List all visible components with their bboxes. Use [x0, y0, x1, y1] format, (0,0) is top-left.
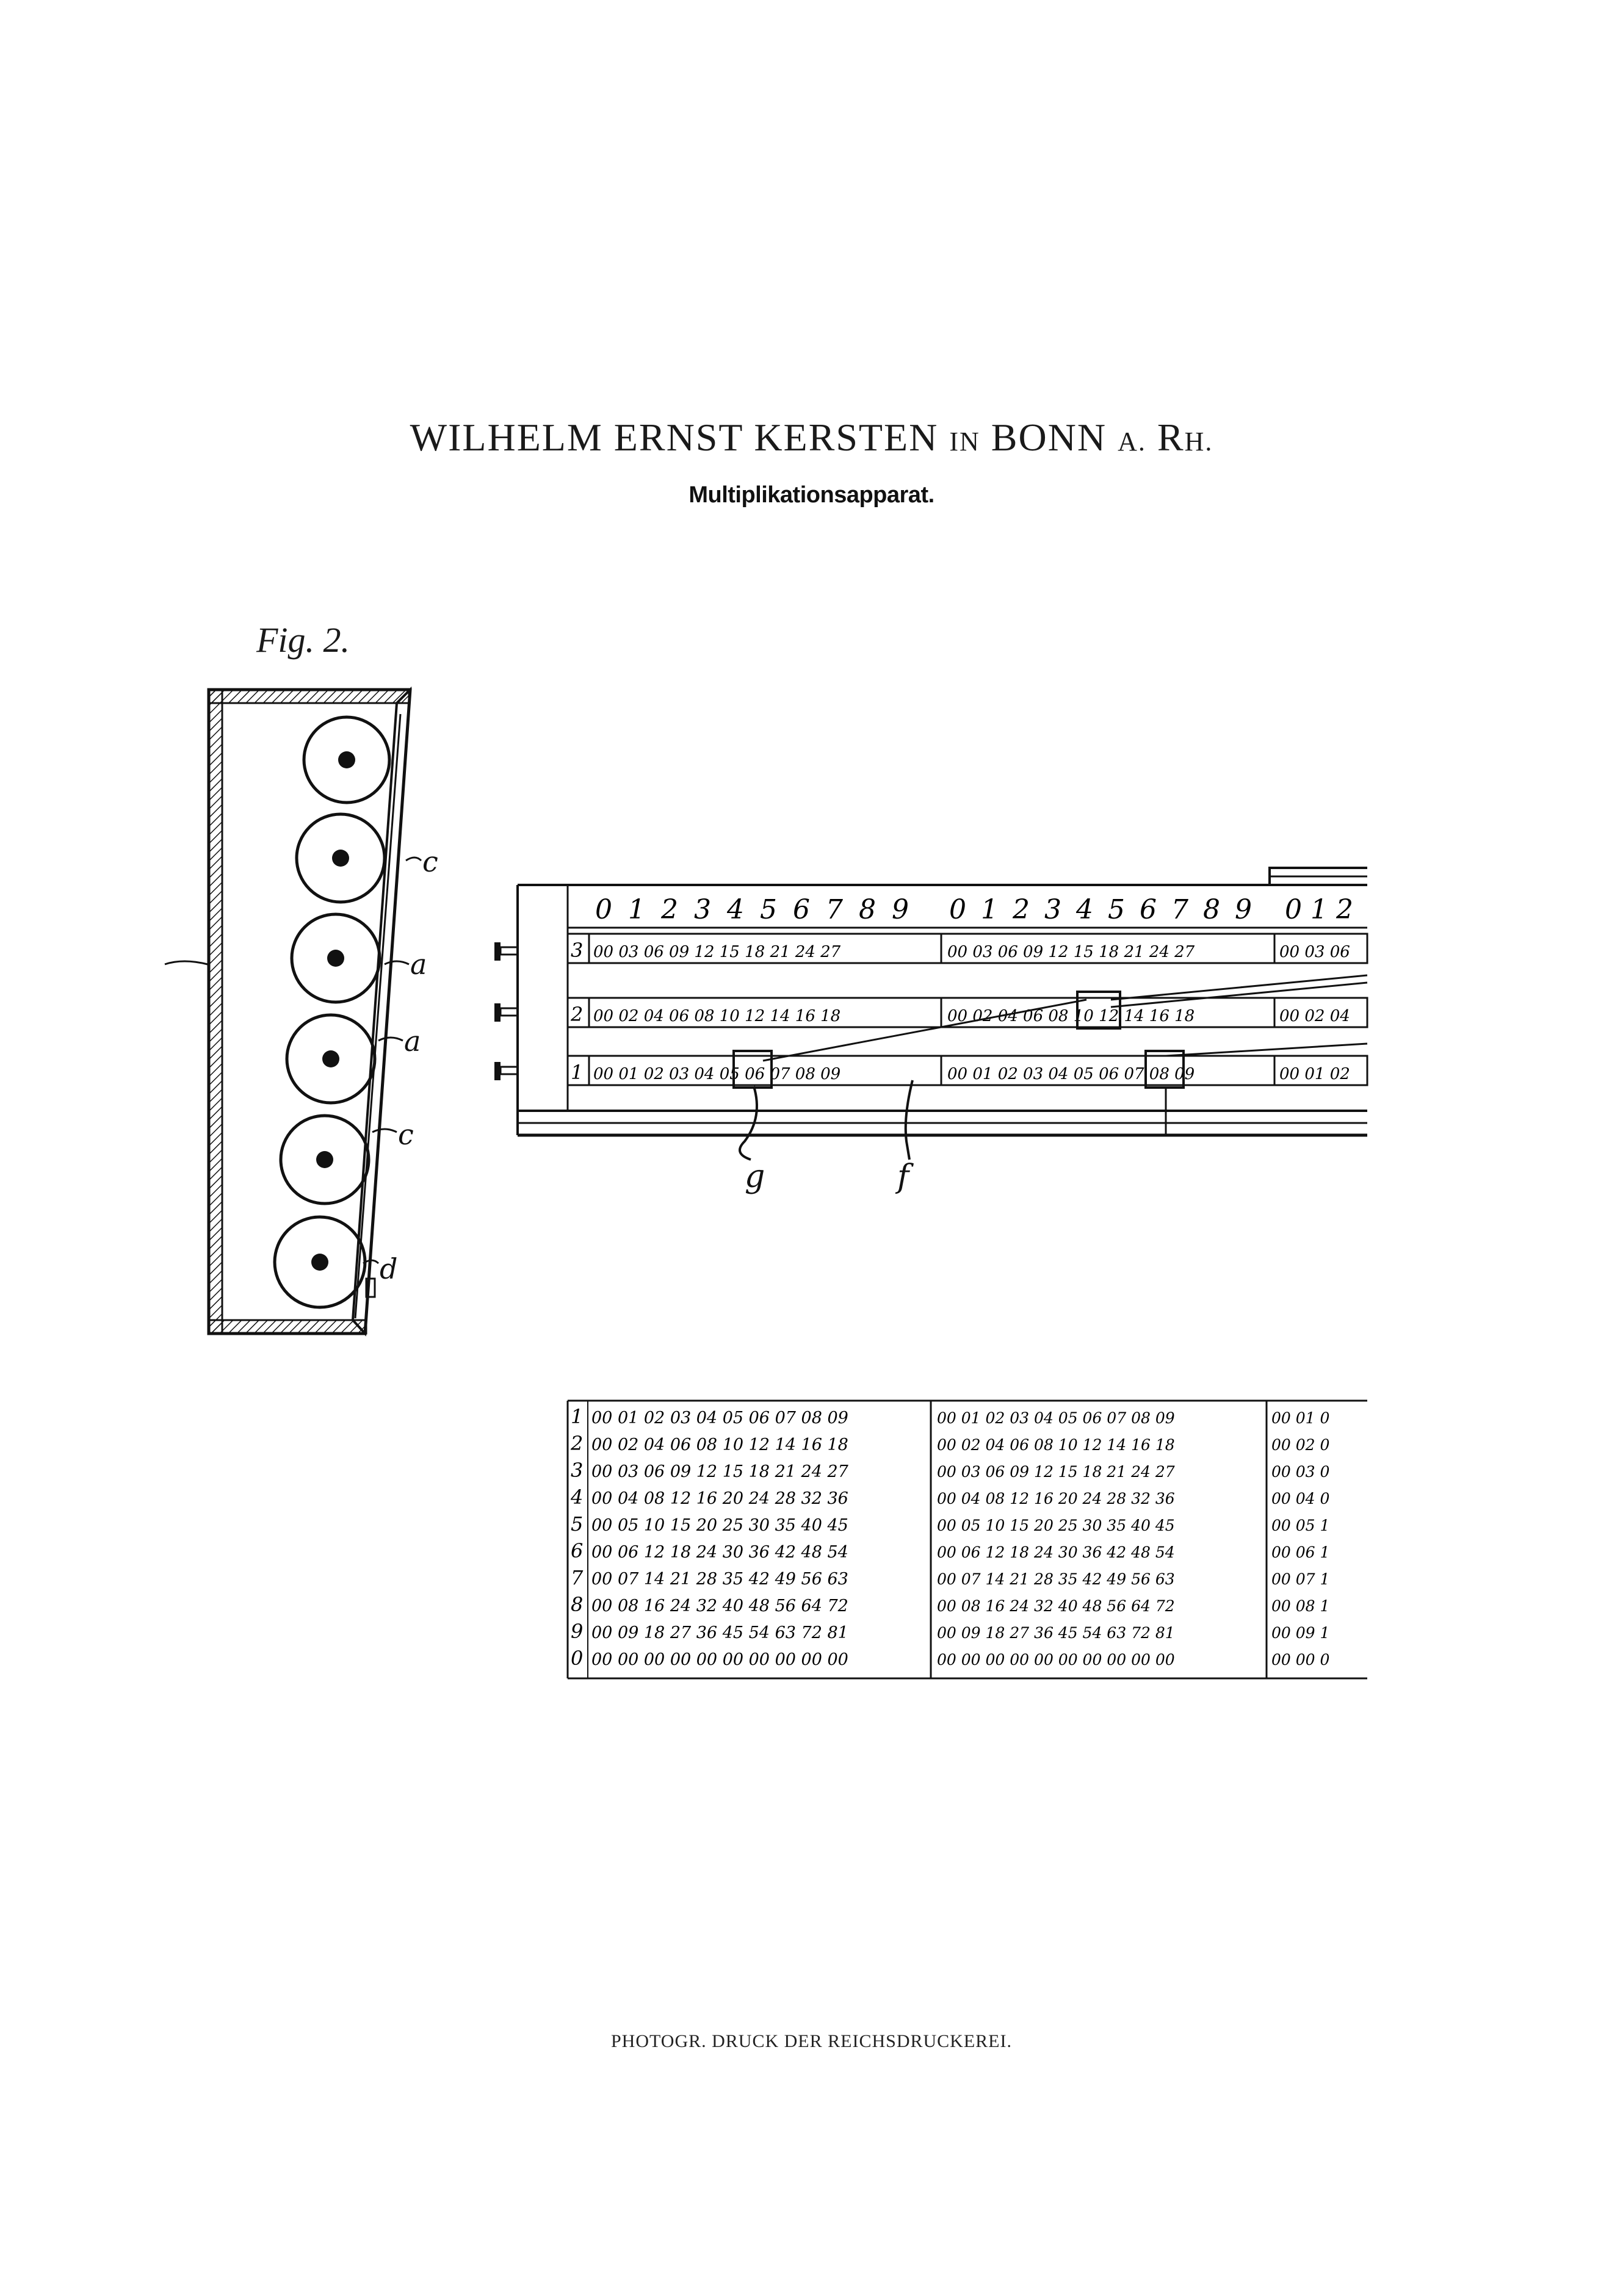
- header-digit: 3: [1044, 894, 1061, 925]
- table-cell-seg3: 00 05 1: [1271, 1517, 1330, 1534]
- mech-row-2-seg3: 00 02 04: [1279, 1007, 1350, 1025]
- label-a-upper: a: [410, 948, 427, 981]
- roller-5: [281, 1116, 369, 1204]
- pin-row1: [494, 1062, 518, 1080]
- mech-row-1-seg2: 00 01 02 03 04 05 06 07 08 09: [947, 1065, 1195, 1083]
- bottom-wall: [209, 1320, 366, 1334]
- label-a-lower: a: [404, 1025, 421, 1058]
- table-cell-seg2: 00 04 08 12 16 20 24 28 32 36: [937, 1490, 1175, 1507]
- roller-4: [287, 1015, 375, 1103]
- printer-credit: PHOTOGR. DRUCK DER REICHSDRUCKEREI.: [610, 2031, 1012, 2051]
- mech-row-1-seg3: 00 01 02: [1279, 1065, 1350, 1083]
- table-cell-index: 7: [571, 1566, 584, 1589]
- table-cell-index: 6: [571, 1539, 584, 1562]
- header-digit: 5: [1108, 894, 1125, 925]
- table-cell-seg3: 00 04 0: [1271, 1490, 1330, 1507]
- region-rest: H.: [1184, 427, 1213, 457]
- table-cell-index: 3: [571, 1459, 584, 1482]
- header-digit: 2: [1013, 894, 1030, 925]
- table-rows: [570, 1405, 1330, 1670]
- pin-row3: [494, 942, 518, 961]
- mech-row-3-seg2: 00 03 06 09 12 15 18 21 24 27: [947, 943, 1195, 961]
- table-cell-index: 0: [571, 1647, 584, 1670]
- label-c-bottom: c: [398, 1118, 414, 1151]
- header-digit: 4: [1076, 894, 1093, 925]
- table-cell-index: 2: [571, 1432, 584, 1455]
- table-cell-seg1: 00 05 10 15 20 25 30 35 40 45: [591, 1516, 848, 1535]
- table-cell-index: 9: [571, 1620, 584, 1643]
- top-wall: [209, 690, 409, 703]
- mech-row-2-seg1: 00 02 04 06 08 10 12 14 16 18: [593, 1007, 841, 1025]
- header-digit: 9: [892, 894, 909, 925]
- table-cell-seg3: 00 08 1: [1271, 1597, 1330, 1615]
- table-row: [571, 1620, 1329, 1643]
- table-row: [571, 1539, 1329, 1562]
- header-digit: 6: [793, 894, 810, 925]
- header-digit: 6: [1140, 894, 1157, 925]
- table-cell-index: 8: [571, 1593, 584, 1616]
- cross-section-drawing: [159, 677, 452, 1355]
- table-cell-seg1: 00 04 08 12 16 20 24 28 32 36: [591, 1489, 848, 1508]
- table-cell-seg2: 00 08 16 24 32 40 48 56 64 72: [937, 1597, 1175, 1615]
- left-wall: [209, 690, 222, 1334]
- table-cell-seg2: 00 09 18 27 36 45 54 63 72 81: [937, 1624, 1175, 1642]
- header-digit: 0: [1285, 894, 1302, 925]
- header-digit: 0: [949, 894, 966, 925]
- header-digit: 8: [859, 894, 876, 925]
- table-cell-seg3: 00 09 1: [1271, 1624, 1330, 1642]
- region-initial: R: [1157, 416, 1185, 459]
- table-cell-seg2: 00 05 10 15 20 25 30 35 40 45: [937, 1517, 1175, 1534]
- table-cell-seg3: 00 02 0: [1271, 1436, 1330, 1454]
- header-digit: 7: [1171, 894, 1188, 925]
- table-row: [570, 1486, 1330, 1509]
- roller-3: [292, 914, 380, 1002]
- header-digit: 5: [760, 894, 777, 925]
- patent-title: [0, 415, 1623, 460]
- mech-row-1: [568, 1051, 1367, 1088]
- table-cell-index: 5: [571, 1512, 584, 1536]
- table-cell-index: 1: [571, 1405, 584, 1428]
- table-cell-seg1: 00 09 18 27 36 45 54 63 72 81: [591, 1623, 848, 1642]
- city-name: BONN: [991, 416, 1107, 459]
- table-cell-seg3: 00 01 0: [1271, 1409, 1330, 1427]
- patent-subtitle: Multiplikationsapparat.: [689, 482, 934, 508]
- label-d: d: [380, 1252, 398, 1285]
- label-c-top: c: [422, 845, 438, 878]
- mech-row-3-index: 3: [571, 939, 584, 962]
- figure-label: Fig. 2.: [256, 620, 350, 660]
- table-cell-seg2: 00 07 14 21 28 35 42 49 56 63: [937, 1570, 1175, 1588]
- table-cell-seg3: 00 07 1: [1271, 1570, 1330, 1588]
- table-cell-seg2: 00 01 02 03 04 05 06 07 08 09: [937, 1409, 1175, 1427]
- header-digit: 3: [694, 894, 711, 925]
- table-cell-seg1: 00 03 06 09 12 15 18 21 24 27: [591, 1462, 848, 1481]
- mech-row-1-index: 1: [571, 1061, 584, 1084]
- inventor-name: WILHELM ERNST KERSTEN: [410, 416, 939, 459]
- pointer-label-g: g: [745, 1158, 765, 1195]
- word-a: A.: [1118, 427, 1146, 457]
- table-cell-seg3: 00 06 1: [1271, 1543, 1330, 1561]
- mechanism-drawing: [476, 854, 1373, 1196]
- table-cell-seg3: 00 00 0: [1271, 1651, 1330, 1669]
- header-digit: 2: [1336, 894, 1353, 925]
- header-digit: 7: [826, 894, 843, 925]
- table-cell-index: 4: [571, 1486, 584, 1509]
- header-digit-row: [595, 894, 1353, 925]
- table-row: [571, 1647, 1330, 1670]
- table-cell-seg2: 00 00 00 00 00 00 00 00 00 00: [937, 1651, 1175, 1669]
- mech-row-3-seg3: 00 03 06: [1279, 943, 1350, 961]
- table-cell-seg1: 00 00 00 00 00 00 00 00 00 00: [591, 1650, 848, 1669]
- pointer-label-f: f: [897, 1158, 909, 1195]
- header-digit: 4: [727, 894, 744, 925]
- table-row: [571, 1459, 1330, 1482]
- pin-row2: [494, 1003, 518, 1022]
- multiplication-table: [565, 1398, 1370, 1684]
- table-cell-seg1: 00 07 14 21 28 35 42 49 56 63: [591, 1570, 848, 1589]
- mech-row-3-seg1: 00 03 06 09 12 15 18 21 24 27: [593, 943, 841, 961]
- table-row: [571, 1405, 1330, 1428]
- table-cell-seg2: 00 02 04 06 08 10 12 14 16 18: [937, 1436, 1175, 1454]
- table-cell-seg1: 00 01 02 03 04 05 06 07 08 09: [591, 1409, 848, 1428]
- header-digit: 2: [661, 894, 678, 925]
- table-row: [571, 1566, 1329, 1589]
- roller-1: [304, 717, 389, 803]
- roller-6: [275, 1217, 365, 1307]
- mech-row-2-index: 2: [571, 1003, 584, 1026]
- mech-row-1-seg1: 00 01 02 03 04 05 06 07 08 09: [593, 1065, 841, 1083]
- header-digit: 1: [628, 894, 645, 925]
- table-row: [571, 1593, 1329, 1616]
- table-cell-seg1: 00 06 12 18 24 30 36 42 48 54: [591, 1543, 848, 1562]
- header-digit: 1: [1310, 894, 1328, 925]
- table-cell-seg3: 00 03 0: [1271, 1463, 1330, 1481]
- table-cell-seg2: 00 06 12 18 24 30 36 42 48 54: [937, 1543, 1175, 1561]
- table-row: [570, 1432, 1330, 1455]
- table-row: [571, 1512, 1329, 1536]
- table-cell-seg1: 00 08 16 24 32 40 48 56 64 72: [591, 1597, 848, 1616]
- table-cell-seg1: 00 02 04 06 08 10 12 14 16 18: [591, 1435, 848, 1454]
- header-digit: 0: [595, 894, 612, 925]
- header-digit: 1: [981, 894, 998, 925]
- header-digit: 8: [1203, 894, 1220, 925]
- mech-row-2-seg2: 00 02 04 06 08 10 12 14 16 18: [947, 1007, 1195, 1025]
- roller-2: [297, 814, 385, 902]
- mech-row-3: [568, 934, 1367, 963]
- table-cell-seg2: 00 03 06 09 12 15 18 21 24 27: [937, 1463, 1175, 1481]
- word-in: IN: [949, 427, 980, 457]
- header-digit: 9: [1235, 894, 1252, 925]
